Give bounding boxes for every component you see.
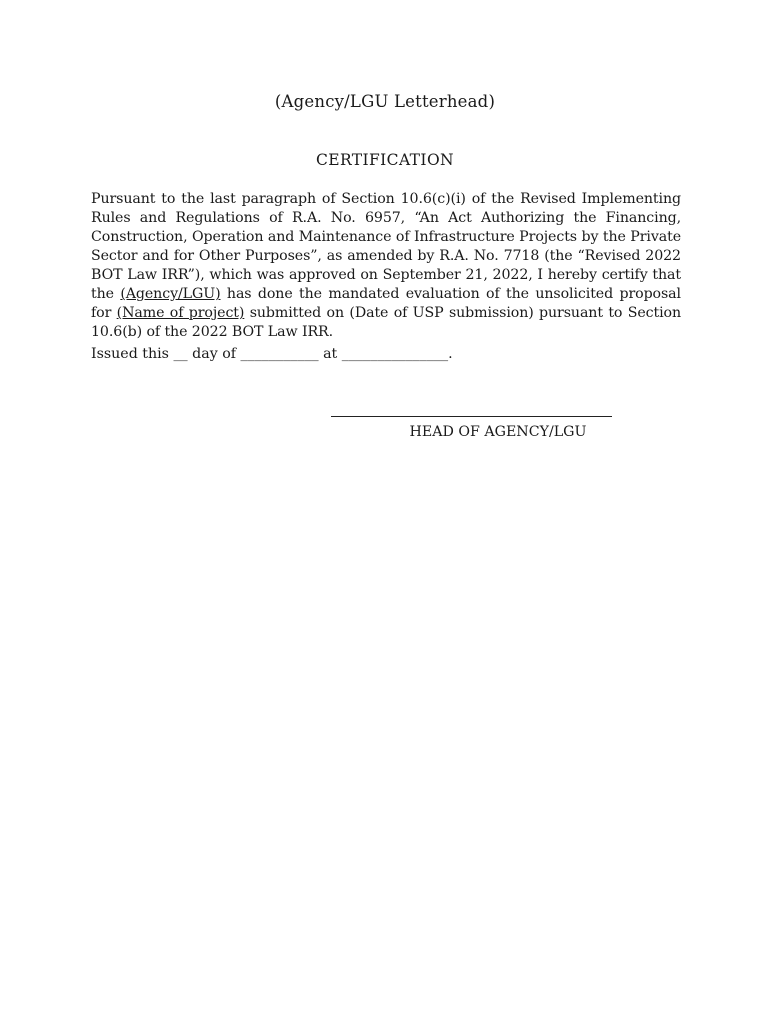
- paragraph-text-part2: has done the mandated evaluation of the unsolicited proposal for: [91, 286, 681, 321]
- issued-line: Issued this __ day of ___________ at _______________.: [91, 346, 453, 362]
- agency-placeholder: (Agency/LGU): [120, 286, 221, 302]
- letterhead-placeholder: (Agency/LGU Letterhead): [274, 92, 496, 111]
- certification-paragraph: [91, 190, 681, 342]
- signatory-label: HEAD OF AGENCY/LGU: [409, 424, 587, 440]
- project-name-placeholder: (Name of project): [116, 305, 245, 321]
- document-title: CERTIFICATION: [315, 151, 455, 169]
- paragraph-text-part1: Pursuant to the last paragraph of Section 10.6(c)(i) of the Revised Implementing Rules and Regulations of R.A. No. 6957, “An Act Authorizing the Financing, Construction, Operation and Maintenance of Infrastructure Projects by the Private Sector and for Other Purposes”, as amended by R.A. No. 7718 (the “Revised 2022 BOT Law IRR”), which was approved on September 21, 2022, I hereby certify that the: [91, 191, 681, 302]
- signature-line: [331, 416, 612, 417]
- paragraph-text-part3: submitted on (Date of USP submission) pursuant to Section 10.6(b) of the 2022 BOT Law IRR.: [91, 305, 682, 340]
